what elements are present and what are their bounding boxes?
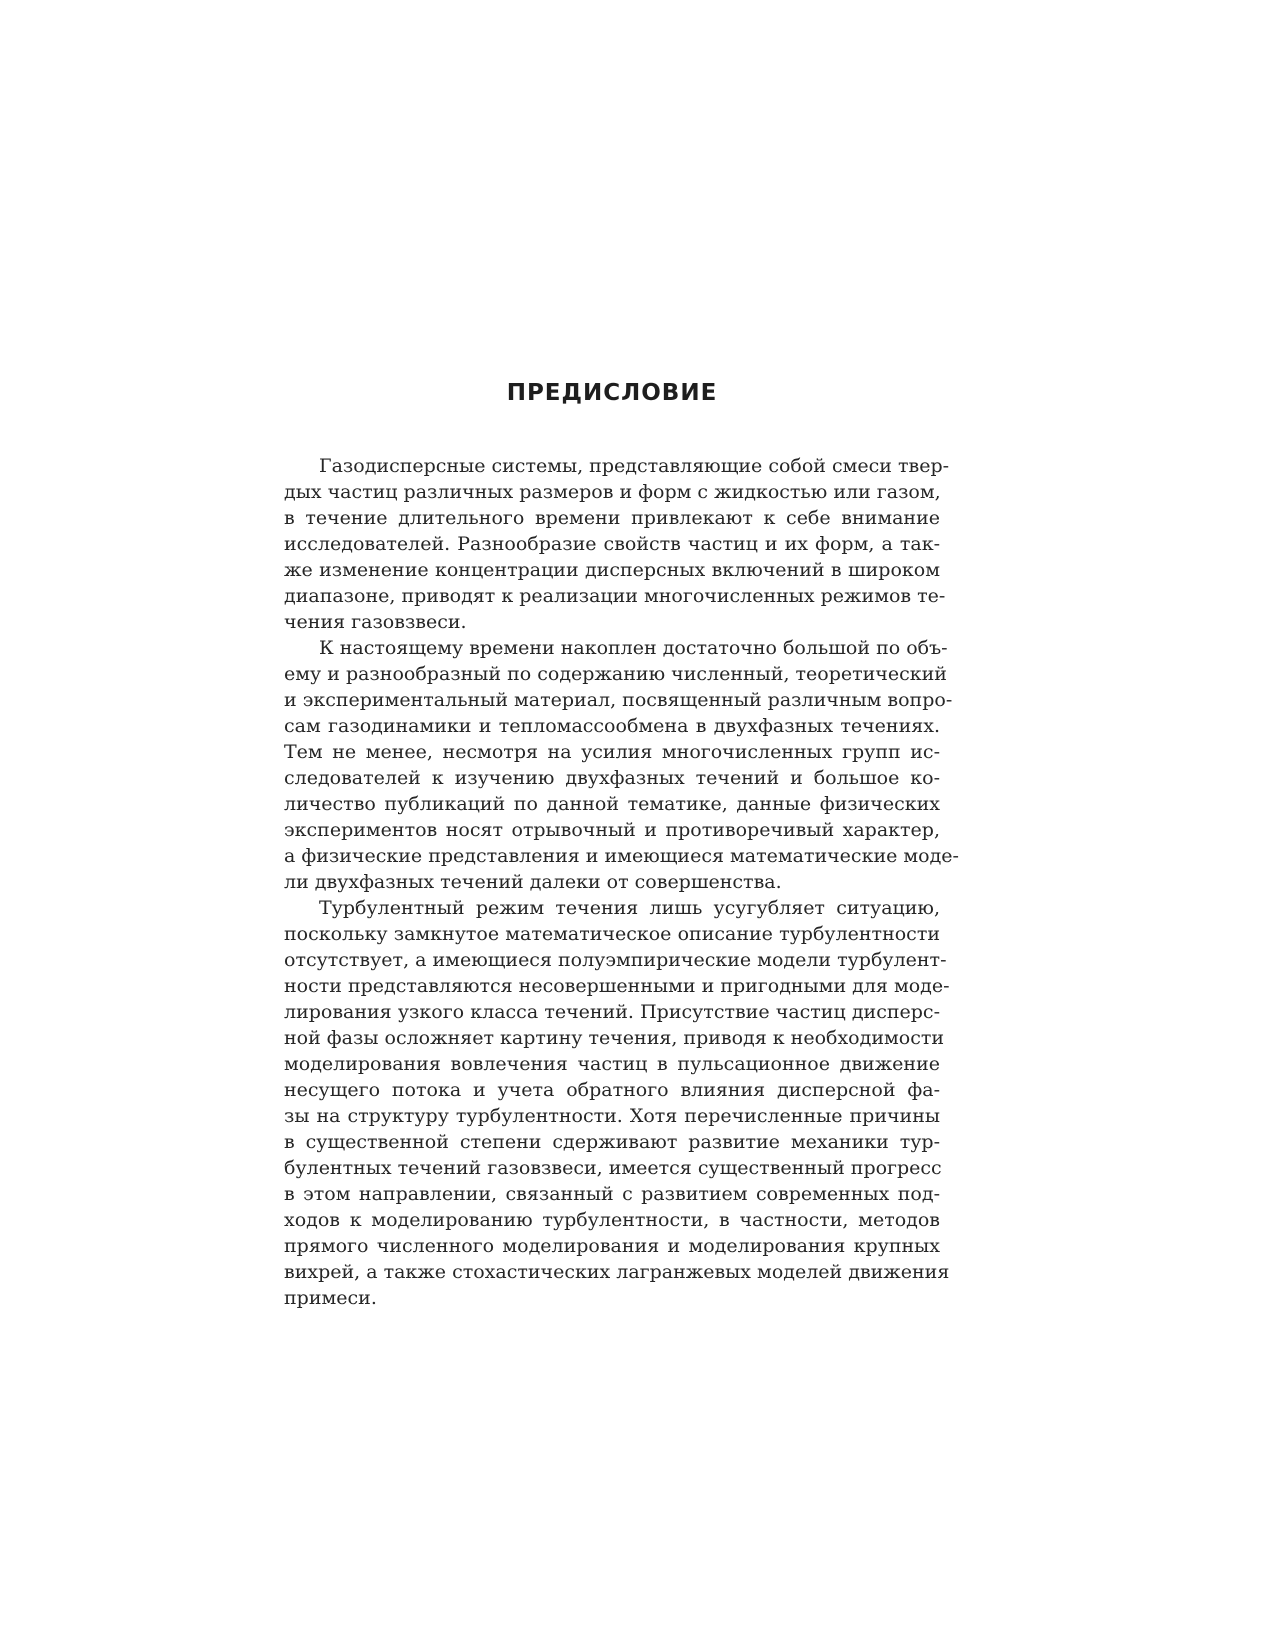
paragraph bbox=[284, 895, 950, 1311]
text-line: и экспериментальный материал, посвященный различным вопро- bbox=[284, 689, 953, 711]
text-line: ходов к моделированию турбулентности, в частности, методов bbox=[284, 1209, 940, 1231]
text-line: поскольку замкнутое математическое описание турбулентности bbox=[284, 923, 940, 945]
paragraph bbox=[284, 453, 950, 635]
text-line: в этом направлении, связанный с развитием современных под- bbox=[284, 1183, 940, 1205]
text-line: булентных течений газовзвеси, имеется существенный прогресс bbox=[284, 1157, 942, 1179]
text-line: Турбулентный режим течения лишь усугубляет ситуацию, bbox=[319, 897, 940, 919]
text-line: личество публикаций по данной тематике, данные физических bbox=[284, 793, 940, 815]
text-line: Газодисперсные системы, представляющие собой смеси твер- bbox=[319, 455, 950, 477]
text-line: исследователей. Разнообразие свойств частиц и их форм, а так- bbox=[284, 533, 940, 555]
text-line: зы на структуру турбулентности. Хотя перечисленные причины bbox=[284, 1105, 940, 1127]
text-line: вихрей, а также стохастических лагранжевых моделей движения bbox=[284, 1261, 950, 1283]
text-line: экспериментов носят отрывочный и противоречивый характер, bbox=[284, 819, 940, 841]
text-line: прямого численного моделирования и моделирования крупных bbox=[284, 1235, 940, 1257]
text-line: несущего потока и учета обратного влияния дисперсной фа- bbox=[284, 1079, 940, 1101]
text-line: в существенной степени сдерживают развитие механики тур- bbox=[284, 1131, 940, 1153]
text-line: в течение длительного времени привлекают к себе внимание bbox=[284, 507, 940, 529]
text-line: а физические представления и имеющиеся математические моде- bbox=[284, 845, 959, 867]
text-line: лирования узкого класса течений. Присутствие частиц дисперс- bbox=[284, 1001, 940, 1023]
text-line: дых частиц различных размеров и форм с жидкостью или газом, bbox=[284, 481, 941, 503]
text-line: Тем не менее, несмотря на усилия многочисленных групп ис- bbox=[284, 741, 940, 763]
text-line: диапазоне, приводят к реализации многочисленных режимов те- bbox=[284, 585, 946, 607]
text-line: ли двухфазных течений далеки от совершенства. bbox=[284, 871, 782, 893]
text-line: К настоящему времени накоплен достаточно большой по объ- bbox=[319, 637, 948, 659]
text-line: моделирования вовлечения частиц в пульсационное движение bbox=[284, 1053, 940, 1075]
page-title: ПРЕДИСЛОВИЕ bbox=[506, 380, 718, 406]
text-line: ности представляются несовершенными и пригодными для моде- bbox=[284, 975, 950, 997]
text-line: чения газовзвеси. bbox=[284, 611, 467, 633]
text-line: отсутствует, а имеющиеся полуэмпирические модели турбулент- bbox=[284, 949, 947, 971]
preface-body bbox=[284, 453, 959, 1311]
text-line: сам газодинамики и тепломассообмена в двухфазных течениях. bbox=[284, 715, 940, 737]
text-line: же изменение концентрации дисперсных включений в широком bbox=[284, 559, 940, 581]
text-line: ему и разнообразный по содержанию численный, теоретический bbox=[284, 663, 947, 685]
text-line: следователей к изучению двухфазных течений и большое ко- bbox=[284, 767, 940, 789]
text-line: примеси. bbox=[284, 1287, 377, 1309]
text-line: ной фазы осложняет картину течения, приводя к необходимости bbox=[284, 1027, 945, 1049]
paragraph bbox=[284, 635, 959, 895]
